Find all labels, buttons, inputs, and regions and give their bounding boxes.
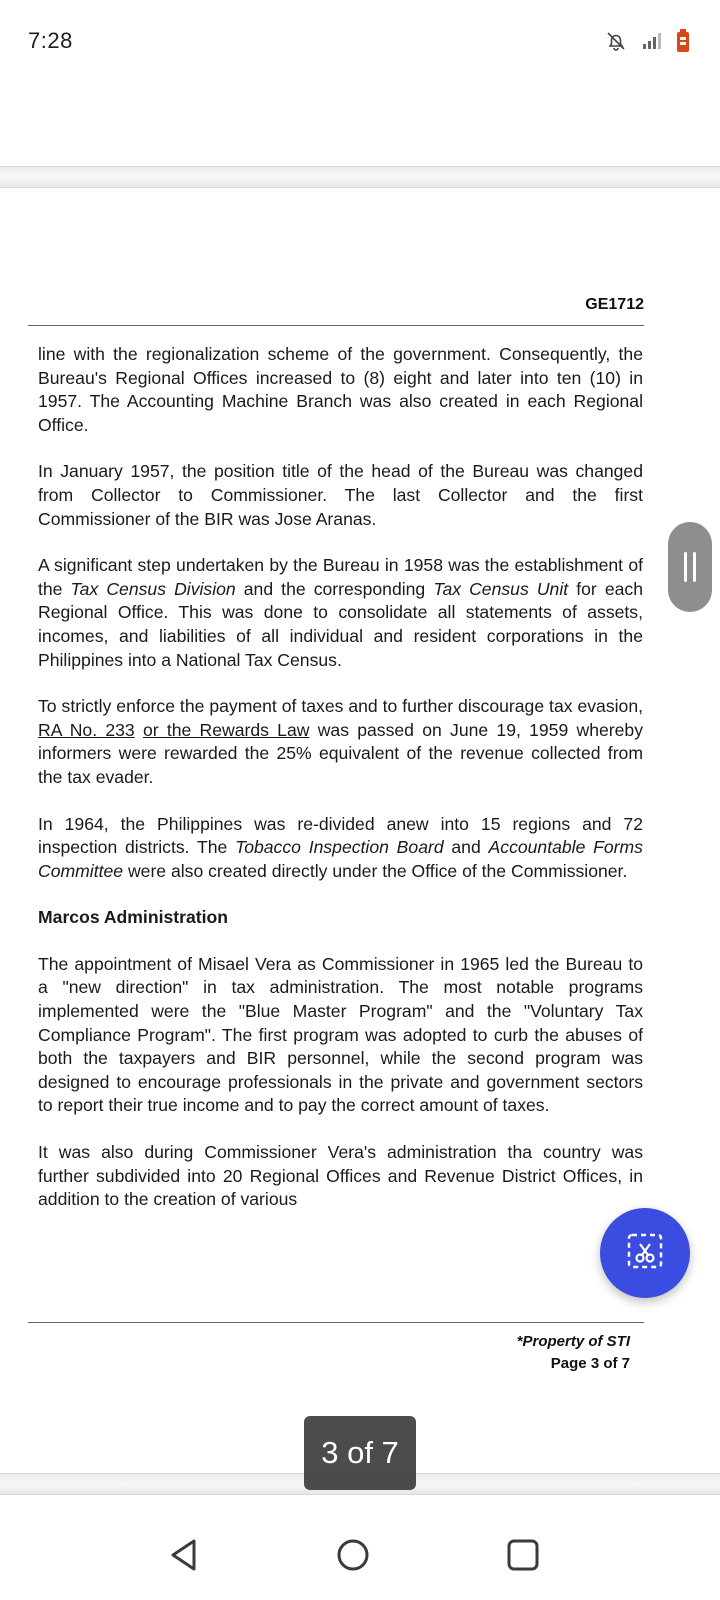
signal-icon: [642, 32, 662, 50]
paragraph-text: To strictly enforce the payment of taxes and to further discourage tax evasion,: [38, 696, 643, 717]
back-button[interactable]: [168, 1538, 200, 1577]
underlined-term: RA No. 233: [38, 719, 135, 740]
paragraph: line with the regionalization scheme of the government. Consequently, the Bureau's Regional Offices increased to (8) eight and later into ten (10) in 1957. The Accounting Machine Branch was also created in each Regional Office.: [38, 344, 643, 435]
page-separator-top: [0, 166, 720, 188]
paragraph: [38, 695, 643, 789]
property-notice: *Property of STI: [516, 1333, 630, 1350]
italic-term: Tobacco Inspection Board: [235, 837, 444, 858]
paragraph-text: for each Regional Office. This was done to consolidate all statements of assets, incomes, and liabilities of all individual and resident corporations in the Philippines into a National Tax Census.: [38, 578, 643, 670]
screenshot-scissors-icon: [623, 1229, 667, 1278]
grip-line: [684, 552, 687, 582]
status-icons: [604, 26, 690, 56]
paragraph: In January 1957, the position title of the head of the Bureau was changed from Collector to Commissioner. The last Collector and the first Commissioner of the BIR was Jose Aranas.: [38, 461, 643, 529]
home-icon: [336, 1538, 370, 1572]
recents-button[interactable]: [506, 1538, 540, 1577]
italic-term: Tax Census Division: [70, 578, 236, 599]
italic-term: Tax Census Unit: [433, 578, 569, 599]
back-icon: [168, 1538, 200, 1572]
fast-scroll-handle[interactable]: [668, 522, 712, 612]
status-time: 7:28: [28, 28, 73, 53]
paragraph-text: [135, 720, 143, 740]
course-code: GE1712: [585, 296, 644, 313]
screenshot-button[interactable]: [600, 1208, 690, 1298]
section-heading: Marcos Administration: [38, 907, 228, 928]
page-indicator: 3 of 7: [304, 1416, 416, 1490]
paragraph: [38, 813, 643, 884]
paragraph-text: was passed on June 19, 1959 whereby informers were rewarded the 25% equivalent of the revenue collected from the tax evader.: [38, 719, 643, 787]
recents-icon: [506, 1538, 540, 1572]
paragraph-text: A significant step undertaken by the Bureau in 1958 was the establishment of the: [38, 555, 643, 599]
page-number: Page 3 of 7: [550, 1355, 630, 1372]
paragraph: [38, 554, 643, 672]
italic-term: Accountable Forms Committee: [38, 837, 643, 881]
document-body: [38, 343, 643, 1212]
battery-low-icon: [676, 29, 690, 53]
paragraph-text: In 1964, the Philippines was re-divided anew into 15 regions and 72 inspection districts. The: [38, 813, 643, 858]
paragraph-text: were also created directly under the Office of the Commissioner.: [123, 860, 628, 881]
navigation-bar: [0, 1508, 720, 1600]
home-button[interactable]: [336, 1538, 370, 1577]
status-bar: [0, 0, 720, 84]
grip-line: [693, 552, 696, 582]
underlined-term: or the Rewards Law: [142, 719, 310, 740]
document-header: [28, 296, 644, 326]
bell-muted-icon: [604, 29, 628, 53]
paragraph: The appointment of Misael Vera as Commissioner in 1965 led the Bureau to a "new direction" in tax administration. The most notable programs implemented were the "Blue Master Program" and the "Voluntary Tax Compliance Program". The first program was adopted to curb the abuses of both the taxpayers and BIR personnel, while the second program was designed to encourage professionals in the private and government sectors to report their true income and to pay the correct amount of taxes.: [38, 953, 643, 1116]
paragraph: It was also during Commissioner Vera's administration tha country was further subdivided into 20 Regional Offices and Revenue District Offices, in addition to the creation of various: [38, 1142, 643, 1210]
paragraph-text: and: [443, 837, 489, 858]
paragraph-text: and the corresponding: [235, 578, 434, 599]
document-footer: [28, 1322, 644, 1372]
